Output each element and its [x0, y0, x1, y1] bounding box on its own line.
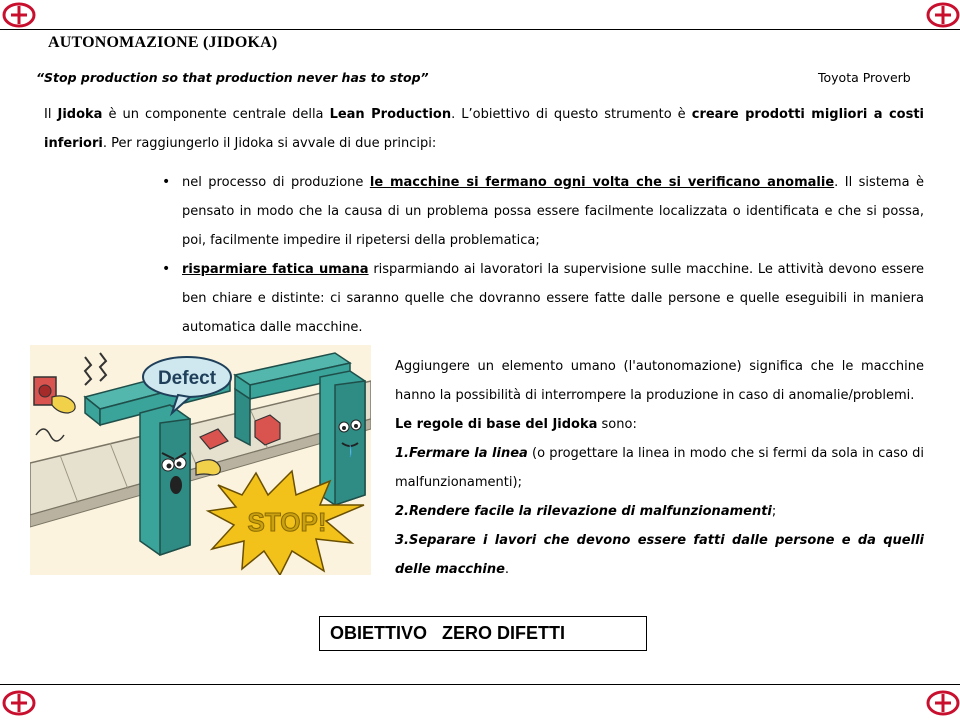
page-title: AUTONOMAZIONE (JIDOKA) — [48, 34, 278, 51]
rule-1: 1.Fermare la linea (o progettare la linea in modo che si fermi da sola in caso di malfunzionamenti); — [395, 446, 924, 490]
footer-rule — [0, 684, 960, 685]
quote-source: Toyota Proverb — [818, 70, 911, 85]
list-item: • nel processo di produzione le macchine si fermano ogni volta che si verificano anomalie. Il sistema è pensato in modo che la causa di un problema possa essere facilmente localizzata o identificata e che si possa, poi, facilmente impedire il ripetersi della problematica; — [160, 168, 924, 255]
company-logo-top-right — [926, 2, 960, 28]
autonomation-text — [395, 352, 924, 584]
bubble-text: Defect — [157, 368, 217, 389]
rules-heading: Le regole di base del Jidoka sono: — [395, 417, 637, 432]
quote-text: “Stop production so that production never has to stop” — [36, 70, 429, 85]
company-logo-bottom-right — [926, 690, 960, 716]
company-logo-bottom-left — [2, 690, 36, 716]
header-rule — [0, 29, 960, 30]
rule-3: 3.Separare i lavori che devono essere fatti dalle persone e da quelli delle macchine. — [395, 533, 924, 577]
autonomation-paragraph: Aggiungere un elemento umano (l'autonomazione) significa che le macchine hanno la possibilità di interrompere la produzione in caso di anomalie/problemi. — [395, 359, 924, 403]
jidoka-illustration — [30, 345, 371, 575]
burst-text: STOP! — [247, 507, 327, 537]
list-item: • risparmiare fatica umana risparmiando ai lavoratori la supervisione sulle macchine. Le attività devono essere ben chiare e distinte: ci saranno quelle che dovranno essere fatte dalle persone e quelle eseguibili in maniera automatica dalle macchine. — [160, 255, 924, 342]
principles-list — [160, 168, 924, 342]
company-logo-top-left — [2, 2, 36, 28]
intro-paragraph: Il Jidoka è un componente centrale della Lean Production. L’obiettivo di questo strumento è creare prodotti migliori a costi inferiori. Per raggiungerlo il Jidoka si avvale di due principi: — [44, 107, 925, 151]
goal-box: OBIETTIVO ZERO DIFETTI — [319, 616, 647, 651]
rule-2: 2.Rendere facile la rilevazione di malfunzionamenti; — [395, 504, 777, 519]
